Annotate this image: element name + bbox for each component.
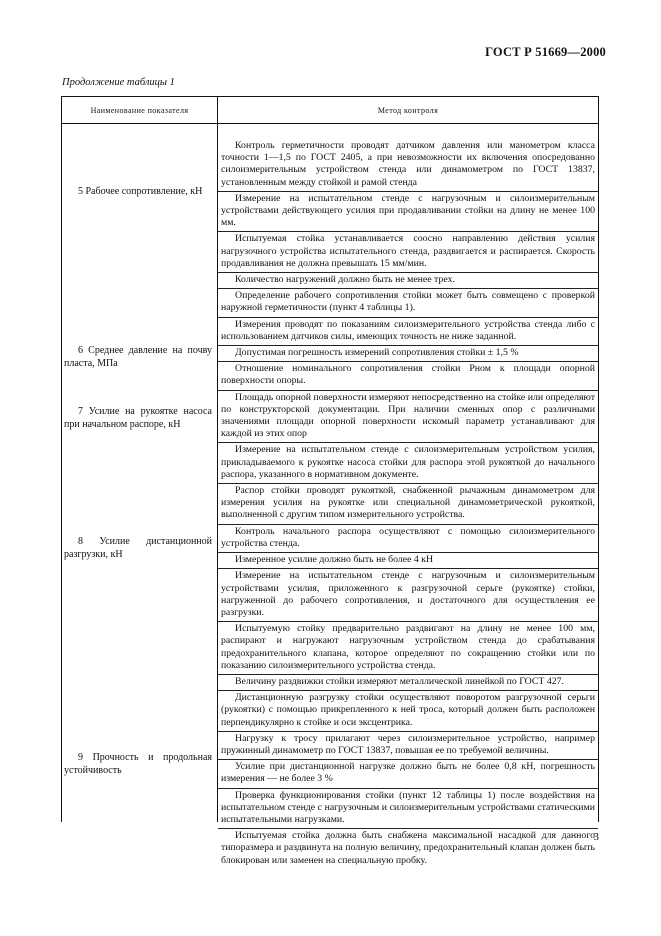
method-paragraph: Проверка функционирования стойки (пункт 12 таблицы 1) после воздействия на испытательном стенде с нагрузочным и силоизмерительным устройствами статическими испытательными нагрузками.: [218, 789, 598, 830]
column-header-method: Метод контроля: [377, 106, 439, 115]
indicator-pump-handle-force: 7 Усилие на рукоятке насоса при начальном распоре, кН: [64, 406, 212, 430]
method-paragraph: Распор стойки проводят рукояткой, снабженной рычажным динамометром для измерения усилия на рукоятке или специальной динамометрической рукояткой, выполненной с другим типом измерительного устройства.: [218, 484, 598, 525]
indicator-remote-unload-force: 8 Усилие дистанционной разгрузки, кН: [64, 536, 212, 560]
method-paragraph: Измерение на испытательном стенде с нагрузочным и силоизмерительным устройствами действующего усилия при продавливании стойки на длину не менее 100 мм.: [218, 192, 598, 233]
method-paragraph: Контроль начального распора осуществляют с помощью силоизмерительного устройства стенда.: [218, 525, 598, 553]
method-paragraph: Площадь опорной поверхности измеряют непосредственно на стойке или определяют по конструкторской документации. При наличии сменных опор с различными значениями площади опорной поверхности искомый параметр устанавливают для каждой из этих опор: [218, 391, 598, 444]
method-paragraph: Нагрузку к тросу прилагают через силоизмерительное устройство, например пружинный динамометр по ГОСТ 13837, повышая ее по требуемой величины.: [218, 732, 598, 760]
indicator-mean-pressure: 6 Среднее давление на почву пласта, МПа: [64, 345, 212, 369]
method-paragraph: Измерение на испытательном стенде с силоизмерительным устройством усилия, прикладываемого к рукоятке насоса стойки для распора этой рукояткой до начального распора, указанного в нормативном документе.: [218, 443, 598, 484]
method-paragraph: Дистанционную разгрузку стойки осуществляют поворотом разгрузочной серьги (рукоятки) с помощью прикрепленного к ней троса, который должен быть расположен перпендикулярно к стойке и оси эксцентрика.: [218, 691, 598, 732]
control-methods-table: [61, 96, 599, 866]
page-number: 3: [593, 831, 599, 843]
method-paragraph: Количество нагружений должно быть не менее трех.: [218, 273, 598, 289]
method-column: [218, 124, 598, 866]
method-paragraph: Испытуемая стойка устанавливается соосно направлению действия усилия нагрузочного устройства испытательного стенда, раздвигается и распирается. Скорость продавливания не должна превышать 15 мм/мин.: [218, 232, 598, 273]
table-header-row: [62, 97, 598, 124]
method-paragraph: Определение рабочего сопротивления стойки может быть совмещено с проверкой наружной герметичности (пункт 4 таблицы 1).: [218, 289, 598, 317]
method-paragraph: Испытуемую стойку предварительно раздвигают на длину не менее 100 мм, распирают и нагружают нагрузочным устройством стенда до срабатывания предохранительного клапана, которое определяют по сокращению стойки или по показанию силоизмерительного устройства стенда.: [218, 622, 598, 675]
method-paragraph: Усилие при дистанционной нагрузке должно быть не более 0,8 кН, погрешность измерения — не более 3 %: [218, 760, 598, 788]
method-paragraph: Испытуемая стойка должна быть снабжена максимальной насадкой для данного типоразмера и раздвинута на полную величину, предохранительный клапан должен быть блокирован или заменен на специальную пробку.: [221, 830, 595, 866]
indicator-column: [62, 124, 217, 822]
column-header-indicator: Наименование показателя: [90, 106, 189, 115]
method-paragraph: Измерения проводят по показаниям силоизмерительного устройства стенда либо с использованием датчиков силы, имеющих точность не ниже заданной.: [218, 318, 598, 346]
method-paragraph: Измеренное усилие должно быть не более 4 кН: [218, 553, 598, 569]
indicator-working-resistance: 5 Рабочее сопротивление, кН: [78, 186, 203, 197]
method-paragraph: Отношение номинального сопротивления стойки Pном к площади опорной поверхности опоры.: [218, 362, 598, 390]
standard-code: ГОСТ Р 51669—2000: [485, 45, 606, 59]
method-paragraph: Величину раздвижки стойки измеряют металлической линейкой по ГОСТ 427.: [218, 675, 598, 691]
method-paragraph: Контроль герметичности проводят датчиком давления или манометром класса точности 1—1,5 по ГОСТ 2405, а при невозможности их включения опосредованно силоизмерительным устройством стенда или динамометром по ГОСТ 13837, установленным между стойкой и рамой стенда: [218, 124, 598, 192]
indicator-strength-stability: 9 Прочность и продольная устойчивость: [64, 752, 212, 776]
method-paragraph: Измерение на испытательном стенде с нагрузочным и силоизмерительным устройствами усилия, приложенного к разгрузочной серьге (рукоятке) стойки, нагруженной до рабочего сопротивления, и достаточного для осуществления ее разгрузки.: [218, 569, 598, 622]
method-paragraph: Допустимая погрешность измерений сопротивления стойки ± 1,5 %: [218, 346, 598, 362]
table-continuation-caption: Продолжение таблицы 1: [62, 77, 175, 88]
